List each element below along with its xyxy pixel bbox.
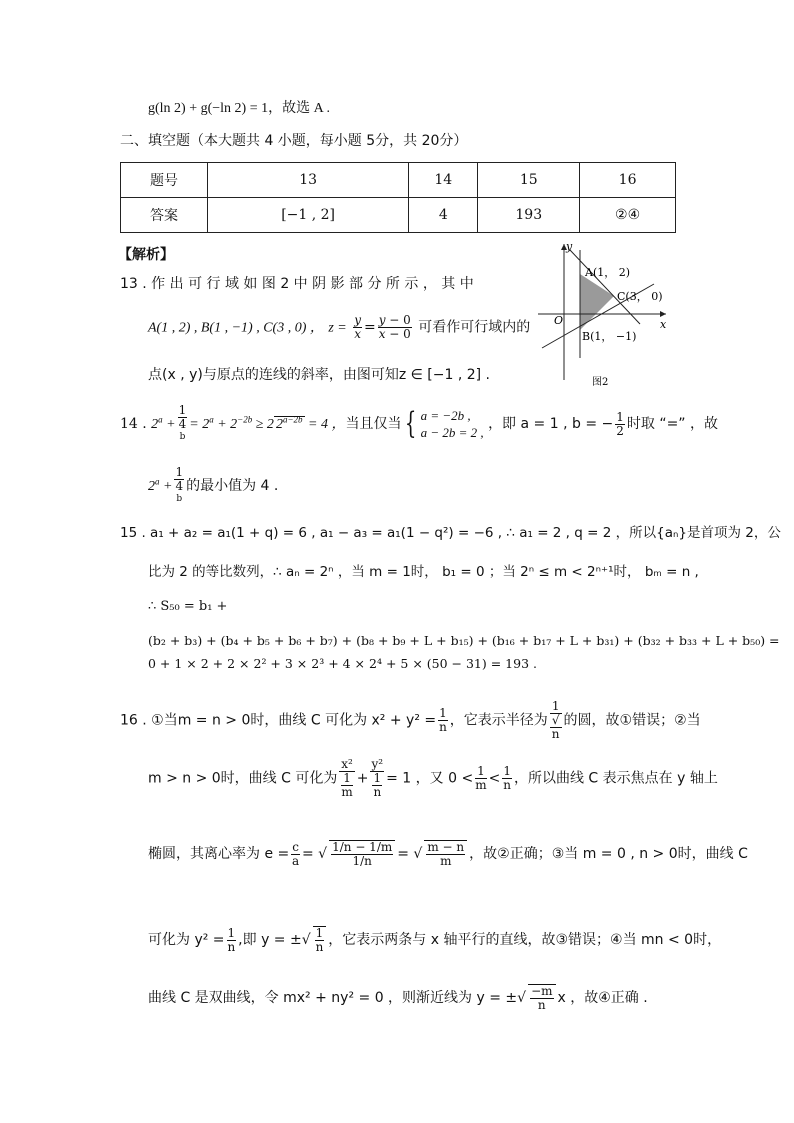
q15-line4: (b₂ + b₃) + (b₄ + b₅ + b₆ + b₇) + (b₈ + b₉ + L + b₁₅) + (b₁₆ + b₁₇ + L + b₃₁) + (b₃₂ + b₃₃ + L + b₅₀) = bbox=[148, 633, 780, 648]
q16-l3a: 椭圆，其离心率为 e = bbox=[148, 846, 290, 862]
q16-line3: 椭圆，其离心率为 e = $\frac{c}{a}$ = √ $\frac{1/n - 1/m}{1/n}$ = √ $\frac{m - n}{m}$ ，故②正确；③当 m = 0 , n > 0时，曲线 C bbox=[148, 839, 748, 868]
q14-line2-text: 的最小值为 4 . bbox=[186, 478, 279, 494]
q16-line5: 曲线 C 是双曲线，令 mx² + ny² = 0 ，则渐近线为 y = ±√ $\frac{-m}{n}$ x ，故④正确 . bbox=[148, 984, 648, 1012]
q16-l1a: 16 . ①当m = n > 0时，曲线 C 可化为 x² + y² = bbox=[120, 712, 437, 729]
q15-line5: 0 + 1 × 2 + 2 × 2² + 3 × 2³ + 4 × 2⁴ + 5 × (50 − 31) = 193 . bbox=[148, 656, 537, 671]
q16-line4: 可化为 y² = $\frac{1}{n}$ ,即 y = ±√ $\frac{1}{n}$ ，它表示两条与 x 轴平行的直线，故③错误；④当 mn < 0时， bbox=[148, 925, 722, 954]
q14-tail: ，即 a = 1 , b = − bbox=[488, 416, 614, 432]
q15-line1: 15 . a₁ + a₂ = a₁(1 + q) = 6 , a₁ − a₃ = a₁(1 − q²) = −6 , ∴ a₁ = 2 , q = 2 ，所以{aₙ}是首项为 2，公 bbox=[120, 525, 781, 541]
table-cell: 题号 bbox=[121, 163, 208, 198]
answer-table bbox=[120, 162, 676, 233]
x-arrow-icon bbox=[660, 311, 666, 317]
q13-points: A(1 , 2) , B(1 , −1) , C(3 , 0) ， bbox=[148, 320, 324, 336]
q13-z: z = bbox=[328, 320, 347, 336]
q14-line2: $2^a$ + 1 4 b 的最小值为 4 . bbox=[148, 465, 279, 504]
q16-l5b: x ，故④正确 . bbox=[557, 990, 648, 1006]
q14-line1: 14 . $2^a$ + 1 4 b = $2^a + 2^{-2b} \ge 2$ $2^{a-2b} = 4$ ，当且仅当 { a = −2b , a − 2b = 2 , ，即 a = 1 , b = − $\frac{1}{2}$ 时取 “=” ，故 bbox=[120, 403, 719, 442]
table-cell: [−1 , 2] bbox=[208, 198, 409, 233]
table-cell: ②④ bbox=[580, 198, 676, 233]
q16-l3b: ，故②正确；③当 m = 0 , n > 0时，曲线 C bbox=[469, 846, 748, 862]
table-row bbox=[121, 198, 676, 233]
table-cell: 13 bbox=[208, 163, 409, 198]
q14-prefix: 14 . bbox=[120, 416, 147, 432]
shaded-region bbox=[580, 274, 614, 330]
q15-line3: ∴ S₅₀ = b₁ + bbox=[148, 599, 228, 614]
point-b-label: B(1， −1) bbox=[582, 330, 637, 343]
table-cell: 4 bbox=[409, 198, 478, 233]
y-label: y bbox=[566, 240, 573, 253]
table-cell: 15 bbox=[478, 163, 580, 198]
figure-caption: 图2 bbox=[592, 377, 609, 388]
q16-line2: m > n > 0时，曲线 C 可化为 x² 1 m + y² 1 n = 1 ，又 0 < $\frac{1}{m}$ < $\frac{1}{n}$ ，所以曲线 C 表示焦点在 y 轴上 bbox=[148, 757, 718, 799]
q16-l4c: ，它表示两条与 x 轴平行的直线，故③错误；④当 mn < 0时， bbox=[328, 932, 722, 948]
q16-l2b: = 1 ，又 0 < bbox=[386, 770, 474, 787]
previous-answer-line: g(ln 2) + g(−ln 2) = 1，故选 A . bbox=[148, 101, 330, 116]
q16-l5a: 曲线 C 是双曲线，令 mx² + ny² = 0 ，则渐近线为 y = ± bbox=[148, 990, 518, 1006]
q16-l4b: ,即 y = ± bbox=[238, 932, 302, 948]
analysis-label: 【解析】 bbox=[118, 247, 174, 263]
x-label: x bbox=[660, 318, 667, 331]
origin-label: O bbox=[554, 314, 564, 327]
q15-line2: 比为 2 的等比数列，∴ aₙ = 2ⁿ ，当 m = 1时， b₁ = 0 ；当 2ⁿ ≤ m < 2ⁿ⁺¹时， bₘ = n , bbox=[148, 564, 699, 580]
q13-line1: 13 . 作 出 可 行 域 如 图 2 中 阴 影 部 分 所 示 ， 其 中 bbox=[120, 276, 474, 292]
q16-l2c: ，所以曲线 C 表示焦点在 y 轴上 bbox=[513, 770, 718, 787]
q13-tail: 可看作可行域内的 bbox=[418, 319, 531, 336]
table-row bbox=[121, 163, 676, 198]
q16-l1c: 的圆，故①错误；②当 bbox=[563, 712, 701, 729]
table-cell: 16 bbox=[580, 163, 676, 198]
q13-line3: 点(x , y)与原点的连线的斜率，由图可知z ∈ [−1 , 2] . bbox=[148, 367, 491, 383]
q16-line1: 16 . ①当m = n > 0时，曲线 C 可化为 x² + y² = $\frac{1}{n}$ ，它表示半径为 1 √ n 的圆，故①错误；②当 bbox=[120, 699, 701, 741]
section-title: 二、填空题（本大题共 4 小题，每小题 5分，共 20分） bbox=[120, 133, 468, 149]
q16-l1b: ，它表示半径为 bbox=[449, 712, 548, 729]
table-cell: 答案 bbox=[121, 198, 208, 233]
q13-line2: A(1 , 2) , B(1 , −1) , C(3 , 0) ， z = $\frac{y}{x}$ = $\frac{y - 0}{x - 0}$ 可看作可行域内的 bbox=[148, 313, 531, 341]
table-cell: 14 bbox=[409, 163, 478, 198]
table-cell: 193 bbox=[478, 198, 580, 233]
point-c-label: C(3， 0) bbox=[617, 290, 663, 303]
q16-l2a: m > n > 0时，曲线 C 可化为 bbox=[148, 770, 338, 787]
feasible-region-figure bbox=[530, 240, 670, 390]
point-a-label: A(1， 2) bbox=[585, 266, 631, 279]
q16-l4a: 可化为 y² = bbox=[148, 932, 225, 948]
q14-tail2: 时取 “=” ，故 bbox=[626, 416, 719, 432]
